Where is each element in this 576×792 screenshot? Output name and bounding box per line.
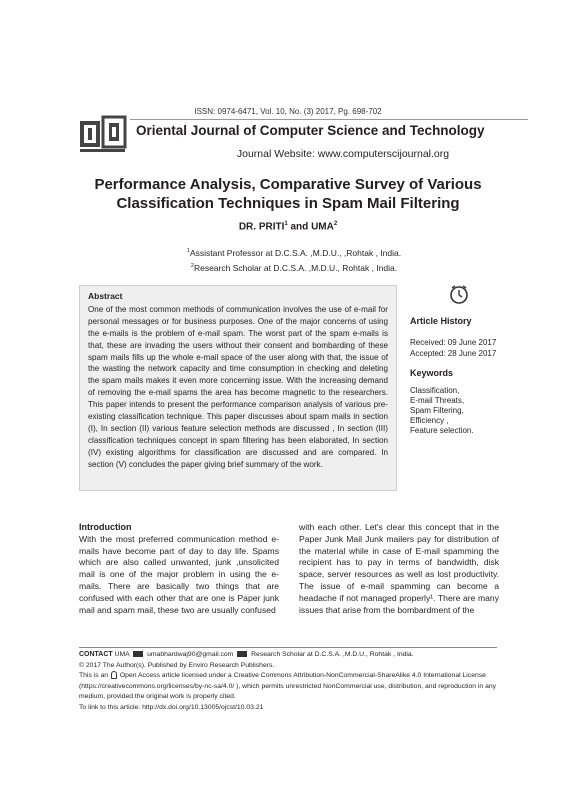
author-2: UMA bbox=[311, 221, 334, 233]
article-link[interactable]: To link to this article: http://dx.doi.org/10.13005/ojcst/10.03.21 bbox=[79, 703, 264, 711]
contact-email[interactable]: umabhardwaj90@gmail.com bbox=[147, 651, 234, 658]
aff1-sup: 1 bbox=[186, 248, 190, 254]
body-column-1 bbox=[79, 522, 279, 616]
affiliations bbox=[0, 245, 576, 275]
journal-website: Journal Website: www.computerscijournal.org bbox=[236, 148, 450, 160]
author-and: and bbox=[290, 221, 309, 233]
accepted-date: Accepted: 28 June 2017 bbox=[410, 349, 497, 358]
body-column-2 bbox=[299, 522, 499, 616]
abstract-box bbox=[79, 285, 397, 491]
contact-name: UMA bbox=[114, 651, 130, 658]
affiliation-1 bbox=[12, 245, 576, 260]
author-1: DR. PRITI bbox=[238, 221, 285, 233]
keyword: Feature selection. bbox=[410, 426, 474, 435]
introduction-heading: Introduction bbox=[79, 522, 132, 532]
license-text: Open Access article licensed under a Creative Commons Attribution-NonCommercial-ShareAlike 4.0 International License (https://creativecommons.org/licenses/by-nc-sa/4.0/ ), which permits unrestricted NonCommercial use, distribution, and reproduction in any medium, provided the original work is properly cited. bbox=[79, 672, 497, 701]
keywords-heading: Keywords bbox=[410, 368, 454, 378]
license-pre: This is an bbox=[79, 672, 109, 680]
affiliation-2 bbox=[12, 260, 576, 275]
contact-label: CONTACT bbox=[79, 651, 113, 658]
header-rule bbox=[130, 119, 528, 120]
clock-icon bbox=[448, 283, 470, 305]
open-access-icon bbox=[111, 671, 117, 679]
footer bbox=[79, 650, 497, 714]
keyword: Classification, bbox=[410, 386, 460, 395]
abstract-text: One of the most common methods of communication involves the use of e-mail for personal messages or for business purposes. One of the major concerns of using the e-mails is the problem of e-mail spam. The worst part of the spam e-mails is that, these are invading the users without their consent and bombarding of these spam mails fills up the whole e-mail space of the user along with that, the issue of the wasting the network capacity and time consumption in checking and deleting the spam mails makes it even more concerning issue. With the increasing demand of removing the e-mail spams the area has become magnetic to the researchers. This paper intends to present the performance comparison analysis of various pre-existing classification technique. This paper discusses about spam mails in section (I), In section (II) various feature selection methods are discussed , In section (III) classification techniques concept in spam filtering has been elaborated, In section (IV) existing algorithms for classification are discussed and are compared. In section (V) concludes the paper giving brief summary of the work. bbox=[88, 304, 388, 469]
abstract-heading: Abstract bbox=[88, 291, 123, 301]
article-history bbox=[410, 337, 496, 359]
footer-rule bbox=[79, 647, 497, 648]
received-date: Received: 09 June 2017 bbox=[410, 338, 497, 347]
issn-line: ISSN: 0974-6471, Vol. 10, No. (3) 2017, Pg. 698-702 bbox=[194, 107, 382, 116]
email-icon bbox=[133, 651, 143, 657]
author-2-sup: 2 bbox=[333, 221, 338, 227]
keyword: Spam Filtering, bbox=[410, 406, 464, 415]
aff2-text: Research Scholar at D.C.S.A. ,M.D.U., Rohtak , India. bbox=[193, 262, 398, 273]
location-icon bbox=[237, 651, 247, 657]
journal-logo-icon bbox=[79, 113, 129, 153]
article-history-heading: Article History bbox=[410, 316, 472, 326]
body-paragraph: With the most preferred communication method e-mails have become part of day to day life. Spams which are also called unwanted, junk ,unsolicited mail is one of the major problem in using the e-mails. There are basically two things that are confused with each other that are one is Paper junk mail and spam mail, these two are usually confused bbox=[79, 533, 279, 615]
aff1-text: Assistant Professor at D.C.S.A. ,M.D.U., ,Rohtak , India. bbox=[189, 247, 402, 258]
copyright: © 2017 The Author(s). Published by Enviro Research Publishers. bbox=[79, 661, 275, 669]
author-line bbox=[0, 221, 576, 232]
keywords-list bbox=[410, 386, 474, 436]
license bbox=[79, 671, 497, 703]
keyword: Efficiency , bbox=[410, 416, 449, 425]
aff2-sup: 2 bbox=[190, 262, 194, 269]
author-1-sup: 1 bbox=[284, 221, 288, 227]
journal-name: Oriental Journal of Computer Science and Technology bbox=[136, 123, 485, 138]
article-title: Performance Analysis, Comparative Survey of Various Classification Techniques in Spam Mail Filtering bbox=[94, 176, 482, 212]
contact-affiliation: Research Scholar at D.C.S.A. ,M.D.U., Rohtak , India. bbox=[251, 651, 414, 658]
keyword: E-mail Threats, bbox=[410, 396, 465, 405]
contact-line bbox=[79, 650, 497, 661]
body-paragraph: with each other. Let's clear this concept that in the Paper Junk Mail Junk mailers pay for distribution of the material while in case of E-mail spamming the recipient has to pay in terms of bandwidth, disk space, server resources as well as lost productivity. The issue of e-mail spamming can become a headache if not managed properly¹. There are many issues that arise from the bombardment of the bbox=[299, 522, 499, 615]
